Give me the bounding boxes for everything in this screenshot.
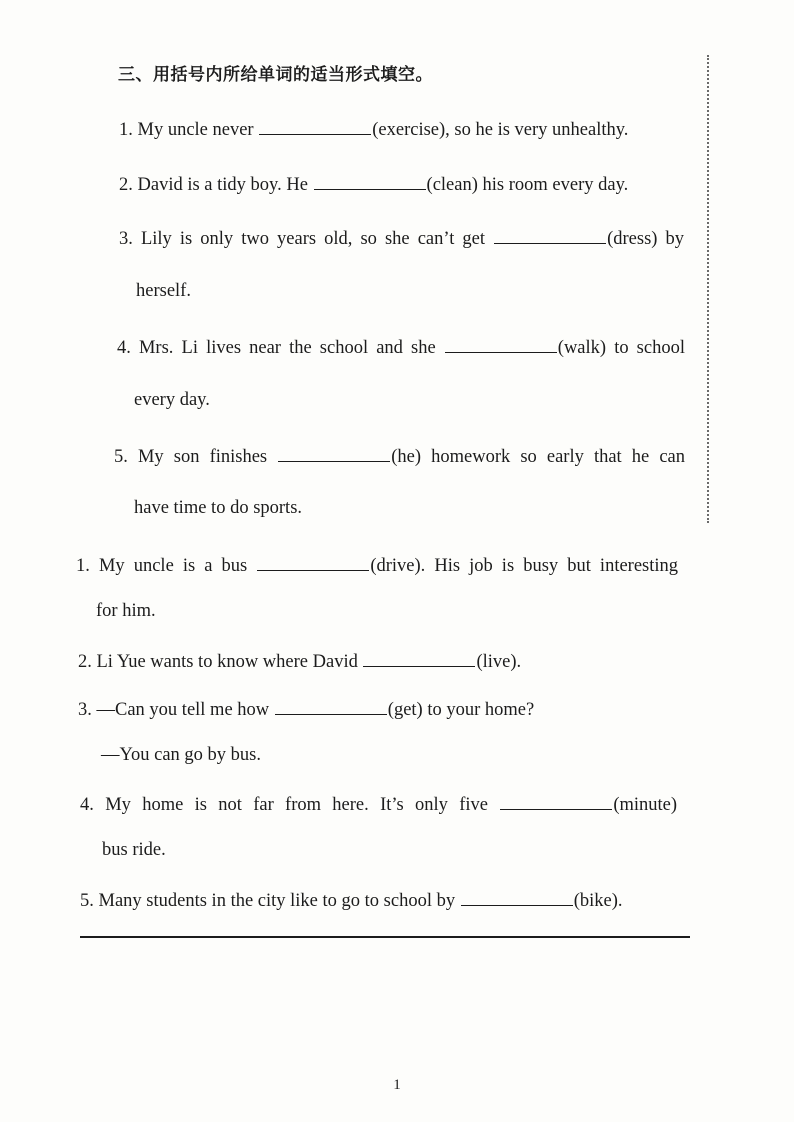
- question-text: .: [516, 652, 522, 672]
- hint-word: (he): [391, 447, 422, 467]
- dotted-cut-line: [707, 55, 709, 523]
- section-heading: 三、用括号内所给单词的适当形式填空。: [118, 65, 433, 85]
- hint-word: (bike): [573, 891, 618, 911]
- page-number: 1: [393, 1077, 401, 1093]
- question-text: —Can you tell me how: [96, 700, 270, 720]
- question-text: , so he is very unhealthy.: [445, 120, 629, 140]
- answer-blank[interactable]: [445, 334, 557, 353]
- question-line: [114, 443, 685, 468]
- bottom-rule: [80, 936, 690, 938]
- hint-word: (exercise): [372, 120, 446, 140]
- answer-blank[interactable]: [500, 791, 612, 810]
- question-number: 2.: [78, 652, 92, 672]
- question-text: My son finishes: [137, 447, 268, 467]
- hint-word: (walk): [557, 338, 607, 358]
- question-number: 1.: [119, 120, 133, 140]
- hint-word: (clean): [426, 175, 478, 195]
- answer-blank[interactable]: [461, 887, 573, 906]
- question-number: 1.: [76, 556, 90, 576]
- answer-blank[interactable]: [275, 696, 387, 715]
- question-text: by: [657, 229, 685, 249]
- question-line: [119, 116, 628, 141]
- question-line: [78, 696, 534, 721]
- question-text: My uncle never: [137, 120, 254, 140]
- question-text: to school: [606, 338, 685, 358]
- question-number: 3.: [119, 229, 133, 249]
- question-line: [117, 334, 685, 359]
- question-continuation: every day.: [134, 390, 210, 410]
- question-text: My home is not far from here. It’s only five: [105, 795, 488, 815]
- question-text: homework so early that he can: [421, 447, 686, 467]
- question-text: his room every day.: [477, 175, 629, 195]
- question-line: [76, 552, 678, 577]
- hint-word: (minute): [613, 795, 678, 815]
- question-number: 4.: [80, 795, 94, 815]
- question-continuation: for him.: [96, 601, 156, 621]
- question-text: . His job is busy but interesting: [420, 556, 679, 576]
- question-continuation: herself.: [136, 281, 191, 301]
- question-text: .: [617, 891, 623, 911]
- question-text: Mrs. Li lives near the school and she: [138, 338, 436, 358]
- question-number: 5.: [80, 891, 94, 911]
- answer-blank[interactable]: [278, 443, 390, 462]
- question-line: [119, 171, 628, 196]
- hint-word: (live): [476, 652, 517, 672]
- question-line: [78, 648, 521, 673]
- question-continuation: have time to do sports.: [134, 498, 303, 518]
- question-line: [80, 791, 677, 816]
- question-text: Many students in the city like to go to school by: [98, 891, 456, 911]
- question-number: 2.: [119, 175, 133, 195]
- answer-blank[interactable]: [259, 116, 371, 135]
- hint-word: (get): [387, 700, 423, 720]
- question-continuation: —You can go by bus.: [101, 745, 262, 765]
- question-line: [80, 887, 623, 912]
- question-text: to your home?: [422, 700, 535, 720]
- question-continuation: bus ride.: [102, 840, 166, 860]
- question-line: [119, 225, 684, 250]
- question-number: 5.: [114, 447, 128, 467]
- answer-blank[interactable]: [363, 648, 475, 667]
- question-text: David is a tidy boy. He: [137, 175, 308, 195]
- answer-blank[interactable]: [494, 225, 606, 244]
- question-text: Li Yue wants to know where David: [96, 652, 358, 672]
- question-text: Lily is only two years old, so she can’t get: [140, 229, 486, 249]
- hint-word: (drive): [370, 556, 421, 576]
- question-number: 4.: [117, 338, 131, 358]
- answer-blank[interactable]: [314, 171, 426, 190]
- answer-blank[interactable]: [257, 552, 369, 571]
- hint-word: (dress): [607, 229, 658, 249]
- question-text: My uncle is a bus: [98, 556, 248, 576]
- question-number: 3.: [78, 700, 92, 720]
